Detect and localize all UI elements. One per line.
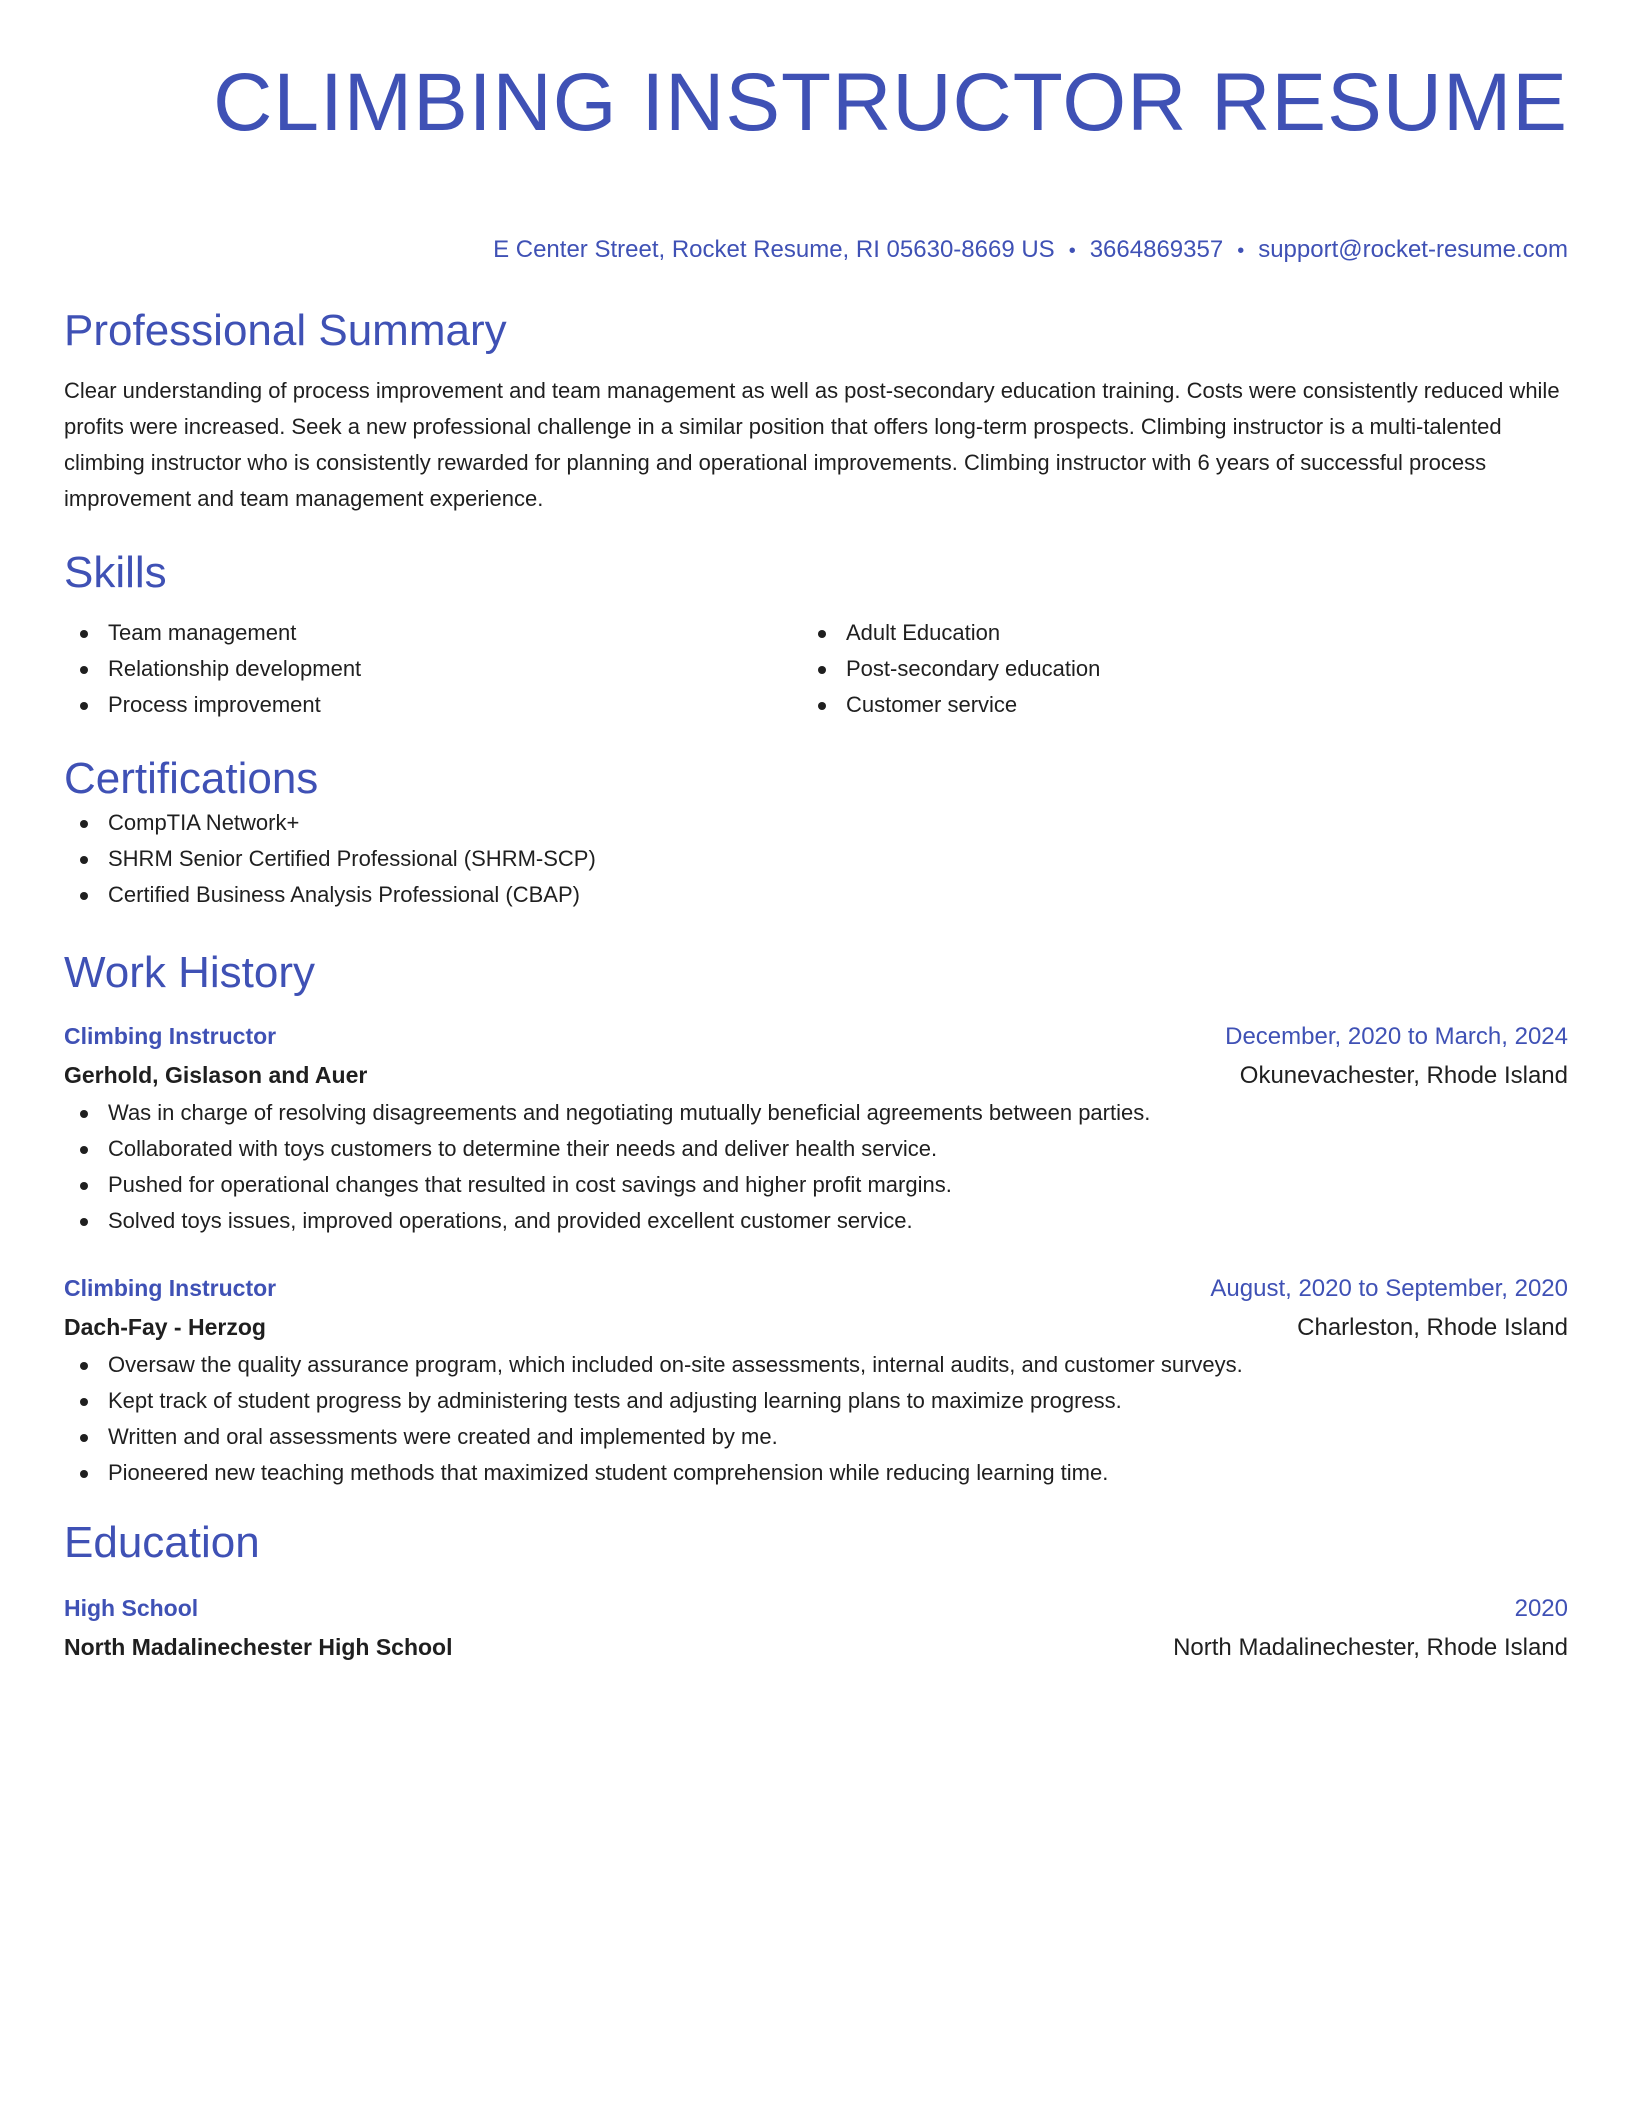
job-role: Climbing Instructor: [64, 1023, 277, 1049]
contact-separator: •: [1068, 240, 1076, 262]
certifications-heading: Certifications: [64, 754, 319, 803]
job-bullet: Pioneered new teaching methods that maximized student comprehension while reducing learning time.: [64, 1455, 1568, 1491]
job-company: Dach-Fay - Herzog: [64, 1314, 266, 1340]
resume-title: CLIMBING INSTRUCTOR RESUME: [213, 57, 1568, 148]
skills-heading: Skills: [64, 548, 167, 597]
skill-item: Process improvement: [64, 687, 802, 723]
skills-column-right: [802, 615, 1540, 723]
certification-item: CompTIA Network+: [64, 805, 1568, 841]
work-history-heading: Work History: [64, 948, 315, 997]
education-school: North Madalinechester High School: [64, 1634, 453, 1660]
job-dates: August, 2020 to September, 2020: [1210, 1275, 1568, 1302]
job-dates: December, 2020 to March, 2024: [1225, 1023, 1568, 1050]
job-bullet: Pushed for operational changes that resulted in cost savings and higher profit margins.: [64, 1167, 1568, 1203]
job-bullet: Written and oral assessments were created and implemented by me.: [64, 1419, 1568, 1455]
skills-column-left: [64, 615, 802, 723]
certification-item: SHRM Senior Certified Professional (SHRM-SCP): [64, 841, 1568, 877]
education-location: North Madalinechester, Rhode Island: [1173, 1634, 1568, 1661]
contact-line: [64, 234, 1568, 267]
skill-item: Customer service: [802, 687, 1540, 723]
summary-heading: Professional Summary: [64, 306, 507, 355]
skills-grid: [64, 615, 1568, 723]
skill-item: Adult Education: [802, 615, 1540, 651]
job-company: Gerhold, Gislason and Auer: [64, 1062, 368, 1088]
work-entry: [64, 1017, 1568, 1239]
contact-email[interactable]: support@rocket-resume.com: [1258, 236, 1568, 263]
education-entry: [64, 1589, 1568, 1667]
job-bullet: Solved toys issues, improved operations, and provided excellent customer service.: [64, 1203, 1568, 1239]
education-degree: High School: [64, 1595, 199, 1621]
work-entry: [64, 1269, 1568, 1491]
skill-item: Post-secondary education: [802, 651, 1540, 687]
certifications-list: [64, 805, 1568, 913]
job-location: Charleston, Rhode Island: [1297, 1314, 1568, 1341]
job-bullets: [64, 1347, 1568, 1491]
skill-item: Team management: [64, 615, 802, 651]
skill-item: Relationship development: [64, 651, 802, 687]
summary-text: Clear understanding of process improvement and team management as well as post-secondary education training. Costs were consistently reduced while profits were increased. Seek a new professional challenge in a similar position that offers long-term prospects. Climbing instructor is a multi-talented climbing instructor who is consistently rewarded for planning and operational improvements. Climbing instructor with 6 years of successful process improvement and team management experience.: [64, 378, 1560, 511]
job-bullet: Kept track of student progress by administering tests and adjusting learning plans to maximize progress.: [64, 1383, 1568, 1419]
job-bullets: [64, 1095, 1568, 1239]
job-bullet: Collaborated with toys customers to determine their needs and deliver health service.: [64, 1131, 1568, 1167]
certification-item: Certified Business Analysis Professional (CBAP): [64, 877, 1568, 913]
contact-separator: •: [1237, 240, 1245, 262]
contact-address: E Center Street, Rocket Resume, RI 05630-8669 US: [493, 236, 1055, 263]
job-bullet: Was in charge of resolving disagreements and negotiating mutually beneficial agreements between parties.: [64, 1095, 1568, 1131]
education-heading: Education: [64, 1518, 260, 1567]
job-role: Climbing Instructor: [64, 1275, 277, 1301]
job-bullet: Oversaw the quality assurance program, which included on-site assessments, internal audits, and customer surveys.: [64, 1347, 1568, 1383]
job-location: Okunevachester, Rhode Island: [1239, 1062, 1568, 1089]
education-year: 2020: [1514, 1595, 1568, 1622]
contact-phone: 3664869357: [1089, 236, 1224, 263]
